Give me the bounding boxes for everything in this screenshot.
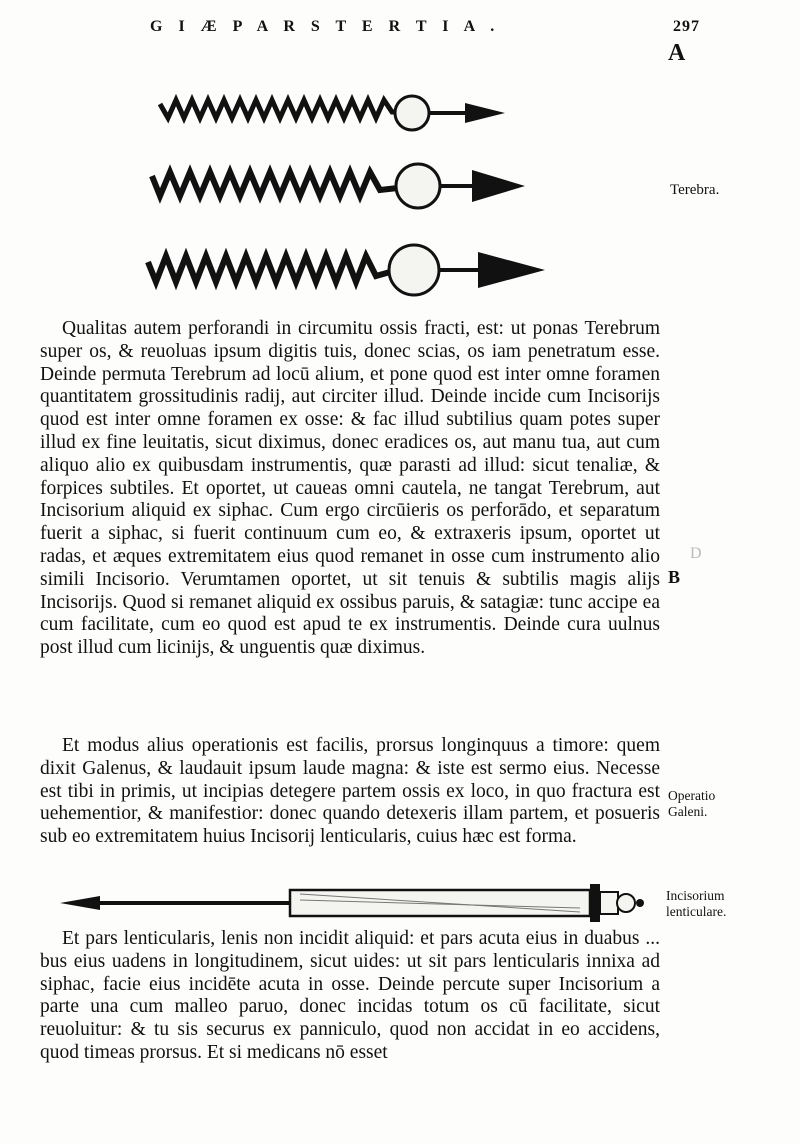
body-paragraph-1: [40, 318, 660, 660]
paragraph-galenus: Et modus alius operationis est facilis, prorsus longinquus a timore: quem dixit Galenus, & laudauit ipsum laude magna: & iste est sermo eius. Necesse est tibi in primis, ut incipias detegere partem ossis ex loco, in quo fractura est uehementior, & manifestior: donec quando detexeris illam partem, et posueris sub eo extremitatem huius Incisorij lenticularis, cuius hæc est forma.: [40, 735, 660, 848]
terebra-figures: [0, 0, 800, 320]
terebrum-drill-2: [152, 164, 525, 208]
body-paragraph-3: [40, 928, 660, 1065]
paragraph-lenticularis: Et pars lenticularis, lenis non incidit aliquid: et pars acuta eius in duabus ... bus eius uadens in longitudinem, sicut uides: ut sit pars lenticularis innixa ad siphac, facie eius incidēte acuta in osse. Deinde percute super Incisorium a parte una cum malleo paruo, donec incidas totum os cū facilitate, sicut reuoluitur: & tu sis securus ex panniculo, quod non accidat in eo accidens, quod timeas prorsus. Et si medicans nō esset: [40, 928, 660, 1063]
terebrum-drill-3: [148, 245, 545, 295]
margin-note-incisorium-line-2: lenticulare.: [666, 904, 727, 919]
margin-note-operatio: [668, 788, 715, 820]
section-marker-a: A: [668, 40, 686, 66]
margin-note-operatio-line-2: Galeni.: [668, 804, 708, 819]
page-number: 297: [673, 18, 700, 35]
terebrum-drill-1: [160, 96, 505, 130]
header-title: G I Æ P A R S T E R T I A .: [150, 18, 501, 35]
body-paragraph-2: [40, 735, 660, 849]
margin-note-incisorium-line-1: Incisorium: [666, 888, 725, 903]
margin-note-terebra: Terebra.: [670, 182, 720, 198]
paragraph-perforandi: Qualitas autem perforandi in circumitu ossis fracti, est: ut ponas Terebrum super os, & reuoluas ipsum digitis tuis, donec scias, os iam penetratum esse. Deinde permuta Terebrum ad locū alium, et pone quod est inter omne foramen quantitatem grossitudinis radij, aut circiter illud. Deinde incide cum Incisorijs quod est inter omne foramen ex osse: & fac illud subtilius quam potes super illud ex fine leuitatis, sicut diximus, donec eradices os, aut manu tua, aut cum aliquo alio ex quibusdam instrumentis, quæ parasti ad illud: sicut tenaliæ, & forpices subtiles. Et oportet, ut caueas omni cautela, ne tangat Terebrum, aut Incisorium aliquid ex siphac. Cum ergo circūieris os perforādo, et separatum fuerit a siphac, si fuerit continuum cum eo, & extraxeris ipsum, oportet ut radas, et æques extremitatem eius quod remanet in osse cum instrumento alio simili Incisorio. Verumtamen oportet, ut sit tenuis & subtilis magis alijs Incisorijs. Quod si remanet aliquid ex ossibus paruis, & satagiæ: tunc accipe ea cum facilitate, cum eo quod est apud te ex instrumentis. Deinde cura uulnus post illud cum licinijs, & unguentis quæ diximus.: [40, 318, 660, 659]
section-marker-b: B: [668, 567, 681, 587]
section-marker-d: D: [690, 545, 702, 562]
margin-note-incisorium: [666, 888, 726, 920]
incisorium-lenticulare-figure: [60, 878, 660, 928]
margin-note-operatio-line-1: Operatio: [668, 788, 716, 803]
